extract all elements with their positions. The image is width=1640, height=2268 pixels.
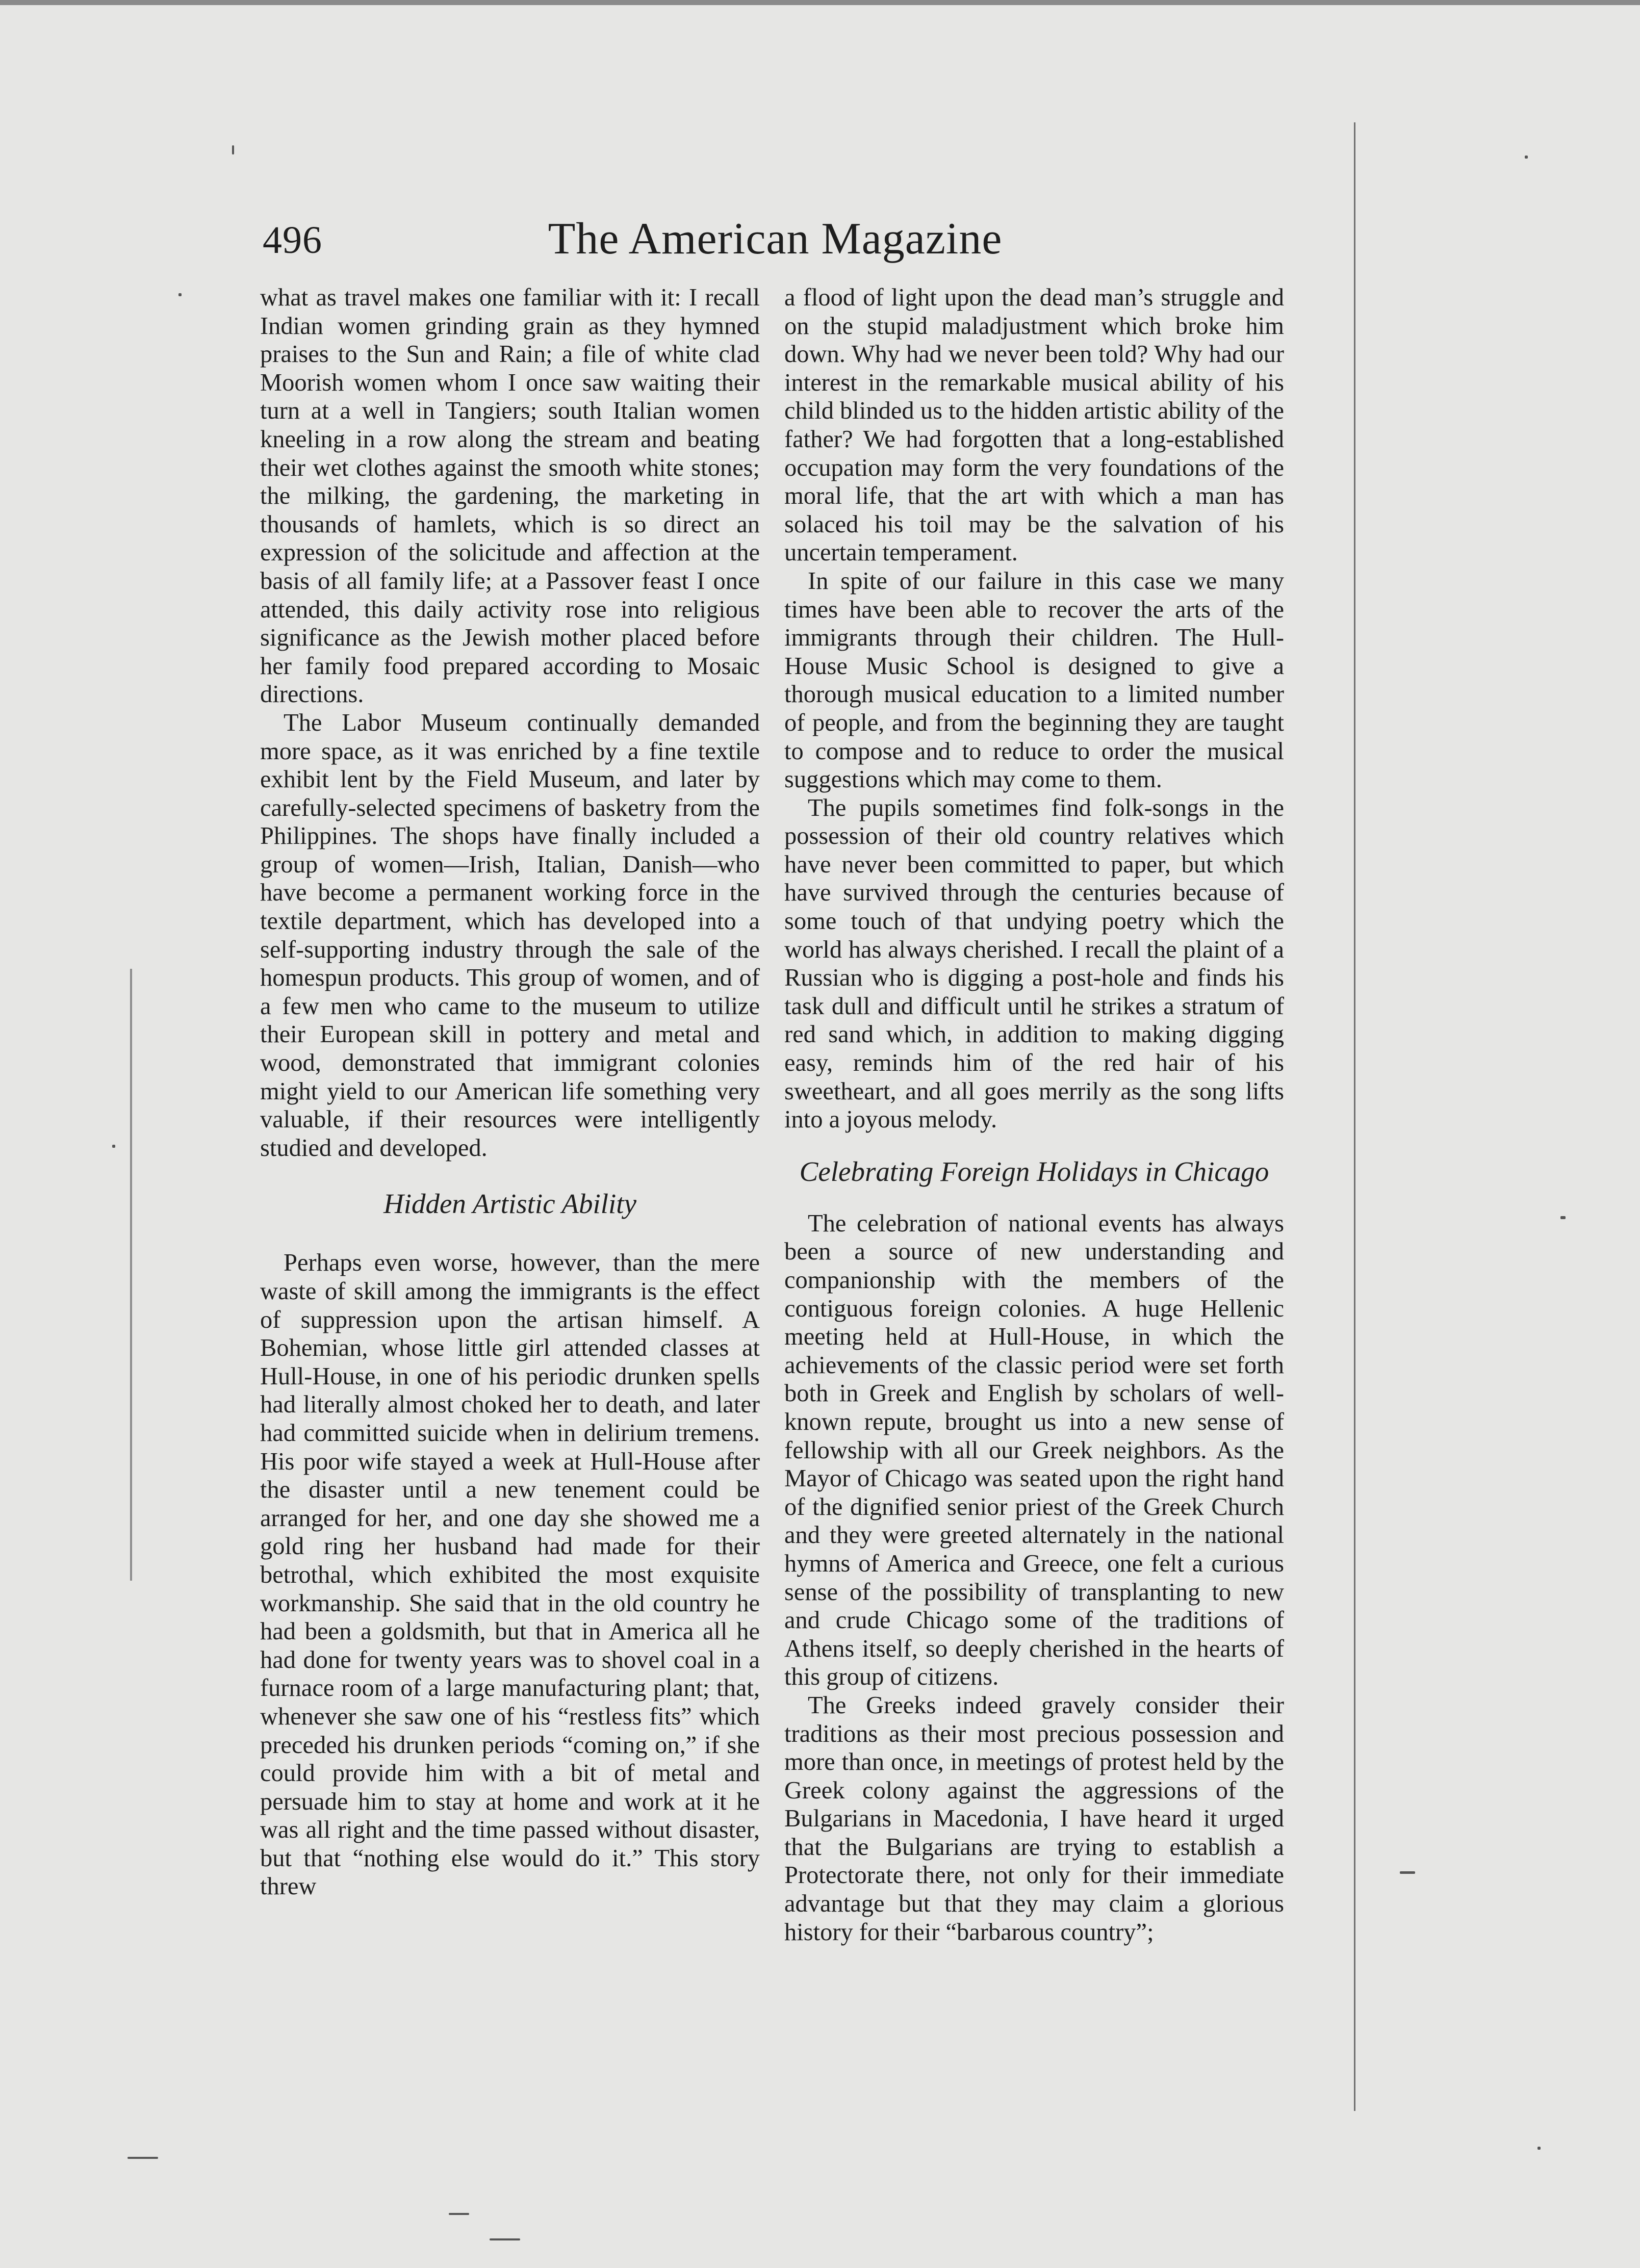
scan-speck — [490, 2238, 520, 2240]
right-margin-rule — [1354, 122, 1355, 2111]
paragraph: The celebration of national events has always been a source of new understanding and companionship with the members of the contiguous foreign colonies. A huge Hellenic meeting held at Hull-House, in which the achievements of the classic period were set forth both in Greek and English by scholars of well-known repute, brought us into a new sense of fellowship with all our Greek neighbors. As the Mayor of Chicago was seated upon the right hand of the dignified senior priest of the Greek Church and they were greeted alternately in the national hymns of America and Greece, one felt a curious sense of the possibility of transplanting to new and crude Chicago some of the traditions of Athens itself, so deeply cherished in the hearts of this group of citizens. — [784, 1209, 1284, 1691]
scan-speck — [1525, 156, 1528, 159]
scan-speck — [178, 293, 182, 296]
left-column — [260, 284, 760, 1901]
right-column — [784, 284, 1284, 1946]
scan-speck — [1560, 1216, 1566, 1219]
scan-speck — [112, 1145, 115, 1148]
paragraph: a flood of light upon the dead man’s struggle and on the stupid maladjustment which broke him down. Why had we never been told? Why had our interest in the remarkable musical ability of his child blinded us to the hidden artistic ability of the father? We had forgotten that a long-established occupation may form the very foundations of the moral life, that the art with which a man has solaced his toil may be the salvation of his uncertain temperament. — [784, 284, 1284, 566]
page-header — [263, 213, 1288, 269]
scan-edge-top — [0, 0, 1640, 5]
scan-speck — [232, 145, 234, 154]
scan-speck — [1537, 2147, 1541, 2150]
page-number: 496 — [263, 219, 322, 262]
paragraph: what as travel makes one familiar with it: I recall Indian women grinding grain as they hymned praises to the Sun and Rain; a file of white clad Moorish women whom I once saw waiting their turn at a well in Tangiers; south Italian women kneeling in a row along the stream and beating their wet clothes against the smooth white stones; the milking, the gardening, the marketing in thousands of hamlets, which is so direct an expression of the solicitude and affection at the basis of all family life; at a Passover feast I once attended, this daily activity rose into religious significance as the Jewish mother placed before her family food prepared according to Mosaic directions. — [260, 284, 760, 708]
section-heading: Celebrating Foreign Holidays in Chicago — [799, 1155, 1269, 1187]
running-title: The American Magazine — [548, 214, 1003, 264]
scan-speck — [1400, 1871, 1415, 1874]
paragraph: The Labor Museum continually demanded more space, as it was enriched by a fine textile exhibit lent by the Field Museum, and later by carefully-selected specimens of basketry from the Philippines. The shops have finally included a group of women—Irish, Italian, Danish—who have become a permanent working force in the textile department, which has developed into a self-supporting industry through the sale of the homespun products. This group of women, and of a few men who came to the museum to utilize their European skill in pottery and metal and wood, demonstrated that immigrant colonies might yield to our American life something very valuable, if their resources were intelligently studied and developed. — [260, 709, 760, 1162]
paragraph: Perhaps even worse, however, than the mere waste of skill among the immigrants is the effect of suppression upon the artisan himself. A Bohemian, whose little girl attended classes at Hull-House, in one of his periodic drunken spells had literally almost choked her to death, and later had committed suicide when in delirium tremens. His poor wife stayed a week at Hull-House after the disaster until a new tenement could be arranged for her, and one day she showed me a gold ring her husband had made for their betrothal, which exhibited the most exquisite workmanship. She said that in the old country he had been a goldsmith, but that in America all he had done for twenty years was to shovel coal in a furnace room of a large manufacturing plant; that, whenever she saw one of his “restless fits” which preceded his drunken periods “coming on,” if she could provide him with a bit of metal and persuade him to stay at home and work at it he was all right and the time passed without disaster, but that “nothing else would do it.” This story threw — [260, 1249, 760, 1900]
paragraph: The Greeks indeed gravely consider their traditions as their most precious possession and more than once, in meetings of protest held by the Greek colony against the aggressions of the Bulgarians in Macedonia, I have heard it urged that the Bulgarians are trying to establish a Protectorate there, not only for their immediate advantage but that they may claim a glorious history for their “barbarous country”; — [784, 1691, 1284, 1946]
section-heading: Hidden Artistic Ability — [383, 1188, 636, 1220]
left-margin-rule — [130, 969, 132, 1581]
paragraph: The pupils sometimes find folk-songs in the possession of their old country relatives which have never been committed to paper, but which have survived through the centuries because of some touch of that undying poetry which the world has always cherished. I recall the plaint of a Russian who is digging a post-hole and finds his task dull and difficult until he strikes a stratum of red sand which, in addition to making digging easy, reminds him of the red hair of his sweetheart, and all goes merrily as the song lifts into a joyous melody. — [784, 794, 1284, 1133]
scan-speck — [449, 2213, 469, 2215]
paragraph: In spite of our failure in this case we many times have been able to recover the arts of the immigrants through their children. The Hull-House Music School is designed to give a thorough musical education to a limited number of people, and from the beginning they are taught to compose and to reduce to order the musical suggestions which may come to them. — [784, 567, 1284, 793]
scan-speck — [127, 2157, 158, 2159]
